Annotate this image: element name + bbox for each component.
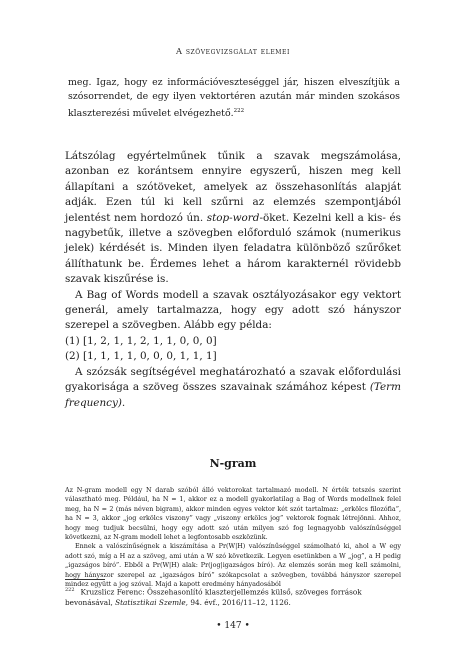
footnote <box>65 585 401 608</box>
running-header: A szövegvizsgálat elemei <box>175 46 290 56</box>
emphasis-term-frequency: (Term frequency). <box>65 381 401 409</box>
paragraph-text: A szózsák segítségével meghatározható a szavak előfordulási gyakorisága a szöveg összes szavainak számához képest <box>65 365 401 394</box>
paragraph-text: Látszólag egyértelműnek tűnik a szavak megszámolása, azonban ez korántsem ennyire egyszerű, hiszen meg kell állapítani a szótöveket, amelyek az összehasonlítás alapját adják. Ezen túl ki kell szűrni az elemzés szempontjából jelentést nem hordozó ún. <box>65 150 401 224</box>
section-n-gram <box>65 486 401 589</box>
paragraph <box>65 149 401 288</box>
example-vector-2: (2) [1, 1, 1, 1, 0, 0, 0, 1, 1, 1] <box>65 350 217 363</box>
section-bag-of-words <box>65 149 401 411</box>
paragraph: Az N-gram modell egy N darab szóból álló vektorokat tartalmazó modell. N érték tetszés szerint választható meg. Például, ha N = 1, akkor ez a modell gyakorlatilag a Bag of Words modellnek felel meg, ha N = 2 (más néven bigram), akkor minden egyes vektor két szót tartalmaz: „erkölcs filozófia”, ha N = 3, akkor „jog erkölcs viszony” vagy „viszony erkölcs jog” vektorok fognak létrejönni. Ahhoz, hogy meg tudjuk becsülni, hogy egy adott szó után milyen szó fog legnagyobb valószínűséggel következni, az N-gram modell lehet a legfontosabb eszközünk. <box>65 486 401 542</box>
footnote-text: 94. évf., 2016/11–12, 1126. <box>188 598 291 608</box>
quote-text: meg. Igaz, hogy ez információveszteséggel jár, hiszen elveszítjük a szósorrendet, de egy ilyen vektortéren azután már minden szokásos klaszterezési művelet elvégezhető. <box>68 77 400 120</box>
footnote-journal: Statisztikai Szemle, <box>115 598 188 608</box>
section-heading: N-gram <box>209 457 257 470</box>
page-number: • 147 • <box>216 621 250 631</box>
footnote-number: 222 <box>65 587 75 593</box>
example-vector-1: (1) [1, 2, 1, 1, 2, 1, 1, 0, 0, 0] <box>65 334 217 347</box>
footnote-text: Kruzslicz Ferenc: Összehasonlító klaszterjellemzés külső, szöveges források bevonásával, <box>65 587 362 608</box>
paragraph-text: -öket. Kezelni kell a kis- és nagybetűk, illetve a szövegben előforduló számok (numerikus jelek) kérdését is. Minden ilyen feladatra különböző szűrőket állíthatunk be. Érdemes lehet a három karakternél rövidebb szavak kiszűrése is. <box>65 211 401 286</box>
paragraph <box>65 365 401 411</box>
paragraph: A Bag of Words modell a szavak osztályozásakor egy vektort generál, amely tartalmazza, hogy egy adott szó hányszor szerepel a szövegben. Alább egy példa: <box>65 288 401 332</box>
paragraph: Ennek a valószínűségnek a kiszámítása a Pr(W|H) valószínűséggel számolható ki, ahol a W egy adott szó, míg a H az a szöveg, ami után a W szó következik. Legyen esetünkben a W „jog”, a H pedig „igazságos bíró”. Ebből a Pr(W|H) alak: Pr(jog|igazságos bíró). Az elemzés során meg kell számolni, hogy hányszor szerepel az „igazságos bíró” szókapcsolat a szövegben, továbbá hányszor szerepel mindez együtt a jog szóval. Majd a kapott eredmény hányadosából <box>65 542 401 589</box>
emphasis-stop-word: stop-word <box>206 211 260 224</box>
block-quote <box>68 76 400 121</box>
footnote-divider <box>65 579 105 580</box>
footnote-reference[interactable]: 222 <box>233 108 245 114</box>
